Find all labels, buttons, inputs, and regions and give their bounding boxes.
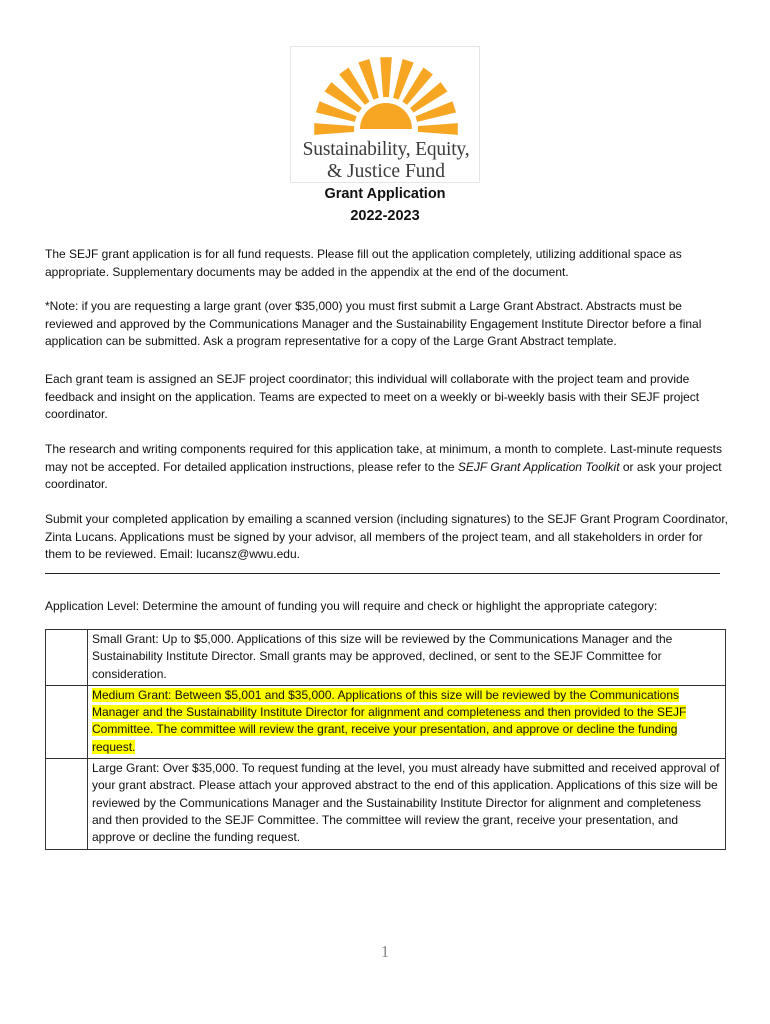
separator-line <box>45 573 720 574</box>
medium-grant-checkbox-cell[interactable] <box>46 685 88 758</box>
sun-ray <box>314 123 354 135</box>
sejf-logo <box>290 46 480 183</box>
grant-level-table <box>45 629 726 850</box>
page-subtitle-year: 2022-2023 <box>350 208 420 224</box>
table-row-large-grant <box>46 759 726 849</box>
page-number: 1 <box>380 942 390 961</box>
table-row-medium-grant <box>46 685 726 758</box>
logo-text-line1: Sustainability, Equity, <box>302 139 470 160</box>
research-text-before: The research and writing components required for this application take, at minimum, a month to complete. Last-minute requests may not be accepted. For detailed application instructions, please refer to the <box>45 442 722 474</box>
large-grant-checkbox-cell[interactable] <box>46 759 88 849</box>
medium-grant-description: Medium Grant: Between $5,001 and $35,000. Applications of this size will be reviewed by the Communications Manager and the Sustainability Institute Director for alignment and completeness and then provided to the SEJF Committee. The committee will review the grant, receive your presentation, and approve or decline the funding request. <box>92 687 687 754</box>
table-row-small-grant <box>46 630 726 686</box>
intro-paragraph: The SEJF grant application is for all fund requests. Please fill out the application completely, utilizing additional space as appropriate. Supplementary documents may be added in the appendix at the end of the document. <box>45 247 682 279</box>
sun-ray <box>418 123 458 135</box>
large-grant-note: *Note: if you are requesting a large grant (over $35,000) you must first submit a Large Grant Abstract. Abstracts must be reviewed and approved by the Communications Manager and the Sustainability Engagement Institute Director before a final application can be submitted. Ask a program representative for a copy of the Large Grant Abstract template. <box>45 299 702 348</box>
page-title: Grant Application <box>324 186 446 202</box>
research-paragraph <box>45 441 730 494</box>
small-grant-description: Small Grant: Up to $5,000. Applications of this size will be reviewed by the Communications Manager and the Sustainability Institute Director. Small grants may be approved, declined, or sent to the SEJF Committee for consideration. <box>88 630 726 686</box>
sun-ray <box>380 57 392 97</box>
application-level-prompt: Application Level: Determine the amount of funding you will require and check or highlight the appropriate category: <box>45 599 658 613</box>
submit-paragraph: Submit your completed application by emailing a scanned version (including signatures) to the SEJF Grant Program Coordinator, Zinta Lucans. Applications must be signed by your advisor, all members of the project team, and all stakeholders in order for them to be reviewed. Email: lucansz@wwu.edu. <box>45 512 729 561</box>
small-grant-checkbox-cell[interactable] <box>46 630 88 686</box>
medium-grant-description-cell <box>88 685 726 758</box>
sun-disc <box>360 103 412 129</box>
logo-text-line2: & Justice Fund <box>326 161 446 182</box>
toolkit-title: SEJF Grant Application Toolkit <box>457 459 620 474</box>
large-grant-description: Large Grant: Over $35,000. To request funding at the level, you must already have submitted and received approval of your grant abstract. Please attach your approved abstract to the end of this application. Applications of this size will be reviewed by the Communications Manager and the Sustainability Institute Director for alignment and completeness and then provided to the SEJF Committee. The committee will review the grant, receive your presentation, and approve or decline the funding request. <box>88 759 726 849</box>
sun-icon <box>291 47 481 147</box>
research-text-after: or ask your project coordinator. <box>45 459 722 491</box>
coordinator-paragraph: Each grant team is assigned an SEJF project coordinator; this individual will collaborate with the project team and provide feedback and insight on the application. Teams are expected to meet on a weekly or bi-weekly basis with their SEJF project coordinator. <box>45 372 700 421</box>
